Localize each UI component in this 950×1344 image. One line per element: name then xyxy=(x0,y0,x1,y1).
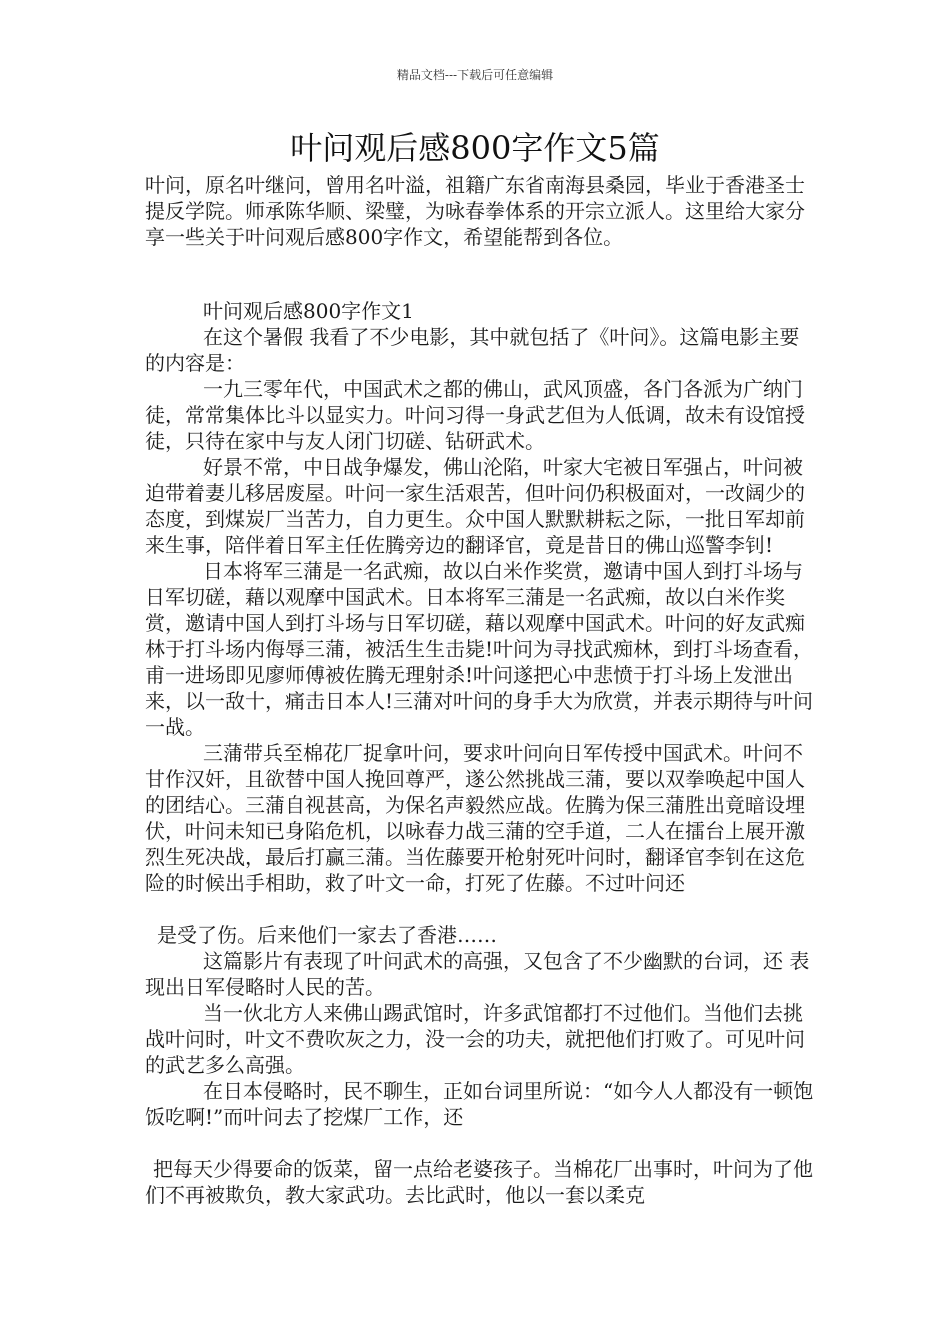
intro-paragraph: 叶问，原名叶继问，曾用名叶溢，祖籍广东省南海县桑园，毕业于香港圣士提反学院。师承陈华顺、梁璧，为咏春拳体系的开宗立派人。这里给大家分享一些关于叶问观后感800字作文，希望能帮到各位。 xyxy=(145,173,805,249)
continuation-paragraph: 把每天少得要命的饭菜，留一点给老婆孩子。当棉花厂出事时，叶问为了他们不再被欺负，教大家武功。去比武时，他以一套以柔克 xyxy=(145,1157,813,1207)
body-paragraph: 当一伙北方人来佛山踢武馆时，许多武馆都打不过他们。当他们去挑战叶问时，叶文不费吹灰之力，没一会的功夫，就把他们打败了。可见叶问的武艺多么高强。 xyxy=(145,1001,805,1077)
continuation-paragraph: 是受了伤。后来他们一家去了香港…… xyxy=(157,923,497,947)
document-body xyxy=(145,172,815,1208)
section-heading: 叶问观后感800字作文1 xyxy=(203,299,414,323)
document-title: 叶问观后感800字作文5篇 xyxy=(290,129,660,167)
header-note: 精品文档---下载后可任意编辑 xyxy=(396,68,554,82)
body-paragraph: 一九三零年代，中国武术之都的佛山，武风顶盛，各门各派为广纳门徒，常常集体比斗以显实力。叶问习得一身武艺但为人低调，故未有设馆授徒，只待在家中与友人闭门切磋、钻研武术。 xyxy=(145,377,805,453)
body-paragraph: 在日本侵略时，民不聊生，正如台词里所说：“如今人人都没有一顿饱饭吃啊!”而叶问去了挖煤厂工作，还 xyxy=(145,1079,814,1129)
body-paragraph: 好景不常，中日战争爆发，佛山沦陷，叶家大宅被日军强占，叶问被迫带着妻儿移居废屋。叶问一家生活艰苦，但叶问仍积极面对，一改阔少的态度，到煤炭厂当苦力，自力更生。众中国人默默耕耘之际，一批日军却前来生事，陪伴着日军主任佐腾旁边的翻译官，竟是昔日的佛山巡警李钊! xyxy=(145,455,805,557)
page-break-gap xyxy=(145,896,815,922)
spacer xyxy=(145,276,815,298)
spacer xyxy=(145,250,815,276)
body-paragraph: 在这个暑假 我看了不少电影，其中就包括了《叶问》。这篇电影主要的内容是： xyxy=(145,325,800,375)
body-paragraph: 这篇影片有表现了叶问武术的高强，又包含了不少幽默的台词，还 表现出日军侵略时人民的苦。 xyxy=(145,949,810,999)
body-paragraph: 三蒲带兵至棉花厂捉拿叶问，要求叶问向日军传授中国武术。叶问不甘作汉奸，且欲替中国人挽回尊严，遂公然挑战三蒲，要以双拳唤起中国人的团结心。三蒲自视甚高，为保名声毅然应战。佐腾为保三蒲胜出竟暗设埋伏，叶问未知已身陷危机，以咏春力战三蒲的空手道，二人在擂台上展开激烈生死决战，最后打赢三蒲。当佐藤要开枪射死叶问时，翻译官李钊在这危险的时候出手相助，救了叶文一命，打死了佐藤。不过叶问还 xyxy=(145,741,805,895)
page-break-gap xyxy=(145,1130,815,1156)
body-paragraph: 日本将军三蒲是一名武痴，故以白米作奖赏，邀请中国人到打斗场与日军切磋，藉以观摩中国武术。日本将军三蒲是一名武痴，故以白米作奖赏，邀请中国人到打斗场与日军切磋，藉以观摩中国武术。叶问的好友武痴林于打斗场内侮辱三蒲，被活生生击毙!叶问为寻找武痴林，到打斗场查看，甫一进场即见廖师傅被佐腾无理射杀!叶问遂把心中悲愤于打斗场上发泄出来，以一敌十，痛击日本人!三蒲对叶问的身手大为欣赏，并表示期待与叶问一战。 xyxy=(145,559,814,739)
